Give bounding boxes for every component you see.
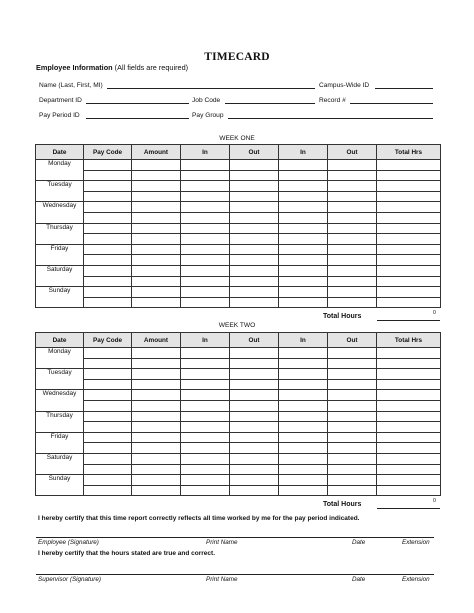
entry-cell-in-1[interactable] [181,358,230,369]
supervisor-extension-label: Extension [402,576,430,583]
week-two-total-label: Total Hours [323,501,362,508]
entry-cell-out-1[interactable] [230,400,279,411]
entry-cell-out-1[interactable] [230,358,279,369]
entry-cell-total-hrs[interactable] [377,297,441,308]
employee-signature-line[interactable] [36,537,434,538]
job-code-label: Job Code [192,97,221,104]
entry-cell-in-1[interactable] [181,475,230,486]
column-header-in-1: In [181,333,230,348]
entry-cell-pay-code[interactable] [84,485,132,496]
entry-cell-pay-code[interactable] [84,276,132,287]
entry-cell-out-2[interactable] [328,297,377,308]
entry-cell-out-2[interactable] [328,212,377,223]
entry-cell-out-2[interactable] [328,265,377,276]
table-row [36,191,441,202]
entry-cell-pay-code[interactable] [84,443,132,454]
entry-cell-out-2[interactable] [328,390,377,401]
entry-cell-amount[interactable] [132,212,181,223]
day-label: Tuesday [36,369,84,390]
entry-cell-total-hrs[interactable] [377,348,441,359]
week-one-total-label: Total Hours [323,313,362,320]
day-label: Thursday [36,223,84,244]
entry-cell-out-2[interactable] [328,255,377,266]
entry-cell-total-hrs[interactable] [377,191,441,202]
entry-cell-out-1[interactable] [230,453,279,464]
table-row [36,485,441,496]
entry-cell-out-2[interactable] [328,181,377,192]
entry-cell-out-2[interactable] [328,411,377,422]
day-label: Tuesday [36,181,84,202]
entry-cell-pay-code[interactable] [84,400,132,411]
employee-certification: I hereby certify that this time report correctly reflects all time worked by me for the pay period indicated. [38,515,360,522]
day-label: Thursday [36,411,84,432]
entry-cell-pay-code[interactable] [84,358,132,369]
entry-cell-out-2[interactable] [328,400,377,411]
entry-cell-pay-code[interactable] [84,390,132,401]
entry-cell-out-2[interactable] [328,191,377,202]
entry-cell-in-2[interactable] [279,191,328,202]
entry-cell-total-hrs[interactable] [377,276,441,287]
entry-cell-out-1[interactable] [230,422,279,433]
table-row [36,464,441,475]
entry-cell-total-hrs[interactable] [377,181,441,192]
entry-cell-out-1[interactable] [230,443,279,454]
entry-cell-total-hrs[interactable] [377,390,441,401]
employee-info-title: Employee Information [36,63,113,72]
entry-cell-out-2[interactable] [328,287,377,298]
record-label: Record # [319,97,346,104]
table-row [36,170,441,181]
table-row [36,475,441,486]
entry-cell-in-1[interactable] [181,422,230,433]
entry-cell-out-2[interactable] [328,464,377,475]
entry-cell-in-1[interactable] [181,297,230,308]
entry-cell-total-hrs[interactable] [377,369,441,380]
entry-cell-out-1[interactable] [230,287,279,298]
entry-cell-amount[interactable] [132,390,181,401]
entry-cell-pay-code[interactable] [84,255,132,266]
entry-cell-in-2[interactable] [279,244,328,255]
entry-cell-total-hrs[interactable] [377,475,441,486]
entry-cell-amount[interactable] [132,453,181,464]
week-one-table [35,144,441,308]
entry-cell-out-1[interactable] [230,411,279,422]
entry-cell-out-2[interactable] [328,485,377,496]
entry-cell-in-1[interactable] [181,234,230,245]
entry-cell-amount[interactable] [132,287,181,298]
entry-cell-amount[interactable] [132,379,181,390]
entry-cell-amount[interactable] [132,160,181,171]
entry-cell-in-2[interactable] [279,485,328,496]
entry-cell-amount[interactable] [132,297,181,308]
entry-cell-out-1[interactable] [230,212,279,223]
entry-cell-amount[interactable] [132,191,181,202]
entry-cell-out-1[interactable] [230,475,279,486]
entry-cell-out-1[interactable] [230,369,279,380]
entry-cell-out-1[interactable] [230,255,279,266]
pay-group-label: Pay Group [192,112,224,119]
entry-cell-in-1[interactable] [181,379,230,390]
campus-id-label: Campus-Wide ID [319,82,370,89]
table-row [36,265,441,276]
entry-cell-out-1[interactable] [230,244,279,255]
entry-cell-in-2[interactable] [279,181,328,192]
entry-cell-amount[interactable] [132,475,181,486]
table-row [36,244,441,255]
entry-cell-out-2[interactable] [328,422,377,433]
entry-cell-in-2[interactable] [279,400,328,411]
table-row [36,369,441,380]
entry-cell-amount[interactable] [132,432,181,443]
entry-cell-total-hrs[interactable] [377,160,441,171]
entry-cell-out-1[interactable] [230,464,279,475]
table-row [36,400,441,411]
record-field[interactable] [350,103,433,104]
column-header-out-1: Out [230,145,279,160]
table-row [36,234,441,245]
table-row [36,379,441,390]
page-title: TIMECARD [204,51,270,63]
entry-cell-pay-code[interactable] [84,202,132,213]
entry-cell-out-2[interactable] [328,369,377,380]
column-header-out-2: Out [328,333,377,348]
entry-cell-pay-code[interactable] [84,160,132,171]
entry-cell-out-1[interactable] [230,432,279,443]
entry-cell-pay-code[interactable] [84,348,132,359]
entry-cell-in-1[interactable] [181,390,230,401]
entry-cell-pay-code[interactable] [84,287,132,298]
column-header-total-hrs: Total Hrs [377,145,441,160]
table-row [36,443,441,454]
entry-cell-amount[interactable] [132,485,181,496]
entry-cell-pay-code[interactable] [84,212,132,223]
column-header-amount: Amount [132,145,181,160]
entry-cell-in-2[interactable] [279,432,328,443]
entry-cell-amount[interactable] [132,411,181,422]
table-row [36,432,441,443]
supervisor-signature-line[interactable] [36,574,434,575]
employee-signature-label: Employee (Signature) [38,539,99,546]
entry-cell-in-2[interactable] [279,265,328,276]
table-row [36,453,441,464]
entry-cell-out-1[interactable] [230,160,279,171]
week-two-total-value: 0 [433,498,436,504]
entry-cell-in-1[interactable] [181,369,230,380]
entry-cell-out-1[interactable] [230,390,279,401]
entry-cell-total-hrs[interactable] [377,223,441,234]
entry-cell-in-2[interactable] [279,443,328,454]
entry-cell-amount[interactable] [132,348,181,359]
entry-cell-total-hrs[interactable] [377,202,441,213]
entry-cell-amount[interactable] [132,244,181,255]
entry-cell-pay-code[interactable] [84,191,132,202]
week-one-total-field[interactable] [377,320,440,321]
entry-cell-amount[interactable] [132,422,181,433]
entry-cell-pay-code[interactable] [84,265,132,276]
column-header-in-2: In [279,145,328,160]
entry-cell-in-1[interactable] [181,485,230,496]
entry-cell-in-2[interactable] [279,255,328,266]
entry-cell-out-1[interactable] [230,181,279,192]
day-label: Friday [36,244,84,265]
entry-cell-out-2[interactable] [328,358,377,369]
entry-cell-total-hrs[interactable] [377,432,441,443]
job-code-field[interactable] [225,103,315,104]
table-row [36,411,441,422]
entry-cell-out-1[interactable] [230,485,279,496]
entry-cell-total-hrs[interactable] [377,287,441,298]
entry-cell-total-hrs[interactable] [377,358,441,369]
entry-cell-out-1[interactable] [230,202,279,213]
entry-cell-in-1[interactable] [181,464,230,475]
entry-cell-in-2[interactable] [279,348,328,359]
entry-cell-total-hrs[interactable] [377,244,441,255]
table-row [36,297,441,308]
entry-cell-in-2[interactable] [279,160,328,171]
column-header-date: Date [36,145,84,160]
entry-cell-in-2[interactable] [279,379,328,390]
week-two-total-field[interactable] [377,508,440,509]
day-label: Wednesday [36,202,84,223]
entry-cell-out-1[interactable] [230,379,279,390]
entry-cell-amount[interactable] [132,234,181,245]
table-row [36,160,441,171]
entry-cell-out-1[interactable] [230,170,279,181]
entry-cell-out-1[interactable] [230,297,279,308]
employee-info-heading [36,63,188,72]
entry-cell-in-2[interactable] [279,287,328,298]
entry-cell-in-2[interactable] [279,170,328,181]
entry-cell-out-1[interactable] [230,191,279,202]
entry-cell-out-2[interactable] [328,202,377,213]
entry-cell-total-hrs[interactable] [377,265,441,276]
table-row [36,358,441,369]
day-label: Wednesday [36,390,84,411]
entry-cell-in-2[interactable] [279,202,328,213]
entry-cell-out-1[interactable] [230,234,279,245]
entry-cell-in-2[interactable] [279,297,328,308]
entry-cell-in-1[interactable] [181,411,230,422]
entry-cell-in-1[interactable] [181,191,230,202]
supervisor-date-label: Date [352,576,366,583]
entry-cell-pay-code[interactable] [84,475,132,486]
entry-cell-out-2[interactable] [328,276,377,287]
employee-print-name-label: Print Name [206,539,238,546]
entry-cell-amount[interactable] [132,181,181,192]
name-label: Name (Last, First, MI) [39,82,103,89]
employee-date-label: Date [352,539,366,546]
table-row [36,348,441,359]
entry-cell-in-2[interactable] [279,453,328,464]
week-two-table [35,332,441,496]
table-row [36,181,441,192]
entry-cell-out-2[interactable] [328,223,377,234]
day-label: Monday [36,348,84,369]
entry-cell-in-1[interactable] [181,202,230,213]
table-row [36,276,441,287]
entry-cell-in-2[interactable] [279,358,328,369]
column-header-pay-code: Pay Code [84,145,132,160]
table-row [36,255,441,266]
entry-cell-amount[interactable] [132,358,181,369]
entry-cell-in-2[interactable] [279,223,328,234]
table-row [36,202,441,213]
department-id-field[interactable] [86,103,189,104]
week-one-total-value: 0 [433,310,436,316]
entry-cell-pay-code[interactable] [84,297,132,308]
entry-cell-total-hrs[interactable] [377,422,441,433]
entry-cell-pay-code[interactable] [84,369,132,380]
supervisor-signature-label: Supervisor (Signature) [38,576,101,583]
entry-cell-total-hrs[interactable] [377,411,441,422]
entry-cell-in-2[interactable] [279,422,328,433]
entry-cell-amount[interactable] [132,255,181,266]
entry-cell-pay-code[interactable] [84,244,132,255]
pay-period-id-field[interactable] [86,118,189,119]
table-row [36,223,441,234]
entry-cell-pay-code[interactable] [84,422,132,433]
name-field[interactable] [107,88,315,89]
entry-cell-in-2[interactable] [279,212,328,223]
entry-cell-total-hrs[interactable] [377,443,441,454]
week-one-title: WEEK ONE [219,135,255,142]
entry-cell-in-1[interactable] [181,181,230,192]
entry-cell-amount[interactable] [132,464,181,475]
entry-cell-in-1[interactable] [181,244,230,255]
entry-cell-pay-code[interactable] [84,170,132,181]
entry-cell-in-1[interactable] [181,170,230,181]
entry-cell-total-hrs[interactable] [377,453,441,464]
entry-cell-in-2[interactable] [279,234,328,245]
entry-cell-amount[interactable] [132,443,181,454]
column-header-date: Date [36,333,84,348]
entry-cell-amount[interactable] [132,265,181,276]
entry-cell-pay-code[interactable] [84,181,132,192]
entry-cell-pay-code[interactable] [84,379,132,390]
entry-cell-pay-code[interactable] [84,411,132,422]
entry-cell-out-2[interactable] [328,348,377,359]
entry-cell-in-1[interactable] [181,432,230,443]
employee-extension-label: Extension [402,539,430,546]
table-row [36,287,441,298]
entry-cell-out-2[interactable] [328,443,377,454]
entry-cell-amount[interactable] [132,276,181,287]
entry-cell-in-1[interactable] [181,443,230,454]
day-label: Sunday [36,287,84,308]
entry-cell-out-1[interactable] [230,265,279,276]
supervisor-print-name-label: Print Name [206,576,238,583]
entry-cell-in-2[interactable] [279,411,328,422]
entry-cell-out-2[interactable] [328,170,377,181]
column-header-out-1: Out [230,333,279,348]
entry-cell-out-2[interactable] [328,234,377,245]
entry-cell-out-2[interactable] [328,244,377,255]
entry-cell-out-1[interactable] [230,276,279,287]
table-row [36,422,441,433]
day-label: Monday [36,160,84,181]
entry-cell-pay-code[interactable] [84,464,132,475]
entry-cell-total-hrs[interactable] [377,379,441,390]
entry-cell-in-2[interactable] [279,475,328,486]
table-row [36,390,441,401]
day-label: Friday [36,432,84,453]
entry-cell-amount[interactable] [132,369,181,380]
entry-cell-total-hrs[interactable] [377,255,441,266]
column-header-out-2: Out [328,145,377,160]
entry-cell-in-1[interactable] [181,265,230,276]
entry-cell-total-hrs[interactable] [377,170,441,181]
day-label: Saturday [36,453,84,474]
entry-cell-out-2[interactable] [328,160,377,171]
entry-cell-in-1[interactable] [181,160,230,171]
column-header-in-1: In [181,145,230,160]
entry-cell-in-1[interactable] [181,400,230,411]
entry-cell-in-1[interactable] [181,212,230,223]
entry-cell-in-1[interactable] [181,348,230,359]
entry-cell-total-hrs[interactable] [377,464,441,475]
entry-cell-pay-code[interactable] [84,453,132,464]
column-header-amount: Amount [132,333,181,348]
pay-period-id-label: Pay Period ID [39,112,80,119]
column-header-in-2: In [279,333,328,348]
entry-cell-total-hrs[interactable] [377,234,441,245]
supervisor-certification: I hereby certify that the hours stated are true and correct. [38,550,215,557]
entry-cell-out-1[interactable] [230,348,279,359]
entry-cell-in-1[interactable] [181,276,230,287]
entry-cell-in-1[interactable] [181,223,230,234]
entry-cell-total-hrs[interactable] [377,485,441,496]
column-header-total-hrs: Total Hrs [377,333,441,348]
entry-cell-in-1[interactable] [181,287,230,298]
week-one-header-row [36,145,441,160]
entry-cell-pay-code[interactable] [84,432,132,443]
entry-cell-in-2[interactable] [279,464,328,475]
entry-cell-in-2[interactable] [279,369,328,380]
entry-cell-in-1[interactable] [181,255,230,266]
entry-cell-out-1[interactable] [230,223,279,234]
entry-cell-amount[interactable] [132,223,181,234]
day-label: Sunday [36,475,84,496]
entry-cell-in-1[interactable] [181,453,230,464]
entry-cell-out-2[interactable] [328,453,377,464]
entry-cell-out-2[interactable] [328,379,377,390]
week-two-title: WEEK TWO [218,322,256,329]
table-row [36,212,441,223]
entry-cell-out-2[interactable] [328,475,377,486]
employee-info-note: (All fields are required) [114,63,189,72]
entry-cell-amount[interactable] [132,400,181,411]
entry-cell-pay-code[interactable] [84,223,132,234]
entry-cell-total-hrs[interactable] [377,212,441,223]
entry-cell-in-2[interactable] [279,390,328,401]
entry-cell-amount[interactable] [132,170,181,181]
entry-cell-amount[interactable] [132,202,181,213]
entry-cell-total-hrs[interactable] [377,400,441,411]
entry-cell-in-2[interactable] [279,276,328,287]
column-header-pay-code: Pay Code [84,333,132,348]
week-two-header-row [36,333,441,348]
day-label: Saturday [36,265,84,286]
entry-cell-out-2[interactable] [328,432,377,443]
department-id-label: Department ID [39,97,82,104]
pay-group-field[interactable] [228,118,433,119]
campus-id-field[interactable] [375,88,433,89]
entry-cell-pay-code[interactable] [84,234,132,245]
